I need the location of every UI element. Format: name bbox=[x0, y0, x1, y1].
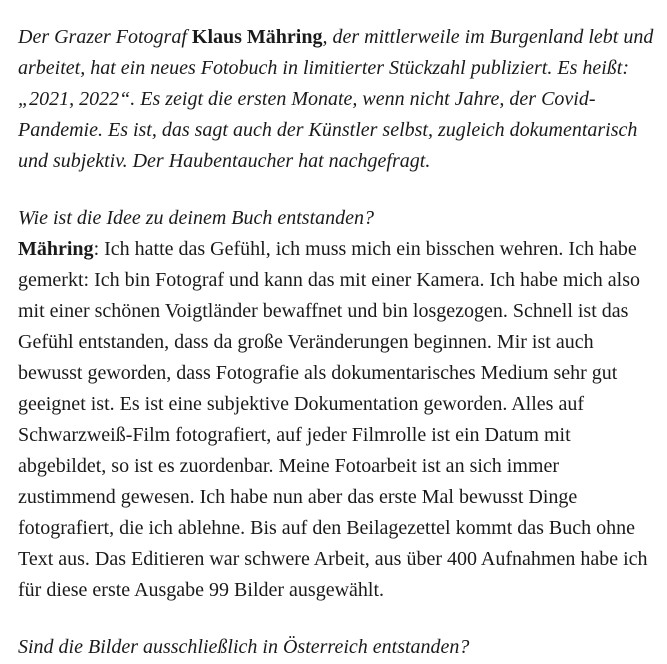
intro-paragraph bbox=[18, 22, 658, 177]
interview-question: Sind die Bilder ausschließlich in Österreich entstanden? bbox=[18, 636, 470, 658]
intro-suffix: , der mittlerweile im Burgenland lebt und arbeitet, hat ein neues Fotobuch in limitierter Stückzahl publiziert. Es heißt: „2021, 2022“. Es zeigt die ersten Monate, wenn nicht Jahre, der Covid-Pandemie. Es ist, das sagt auch der Künstler selbst, zugleich dokumentarisch und subjektiv. Der Haubentaucher hat nachgefragt. bbox=[18, 26, 654, 172]
interview-question: Wie ist die Idee zu deinem Buch entstanden? bbox=[18, 207, 375, 229]
article-body bbox=[18, 22, 658, 663]
intro-prefix: Der Grazer Fotograf bbox=[18, 26, 192, 48]
interview-answer bbox=[18, 234, 658, 606]
photographer-name: Klaus Mähring bbox=[191, 26, 323, 48]
answer-text: : Ich hatte das Gefühl, ich muss mich ein bisschen wehren. Ich habe gemerkt: Ich bin Fotograf und kann das mit einer Kamera. Ich habe mich also mit einer schönen Voigtländer bewaffnet und bin losgezogen. Schnell ist das Gefühl entstanden, dass da große Veränderungen beginnen. Mir ist auch bewusst geworden, dass Fotografie als dokumentarisches Medium sehr gut geeignet ist. Es ist eine subjektive Dokumentation geworden. Alles auf Schwarzweiß-Film fotografiert, auf jeder Filmrolle ist ein Datum mit abgebildet, so ist es zuordenbar. Meine Fotoarbeit ist an sich immer zustimmend gewesen. Ich habe nun aber das erste Mal bewusst Dinge fotografiert, die ich ablehne. Bis auf den Beilagezettel kommt das Buch ohne Text aus. Das Editieren war schwere Arbeit, aus über 400 Aufnahmen habe ich für diese erste Ausgabe 99 Bilder ausgewählt. bbox=[18, 238, 648, 601]
speaker-name: Mähring bbox=[18, 238, 94, 260]
